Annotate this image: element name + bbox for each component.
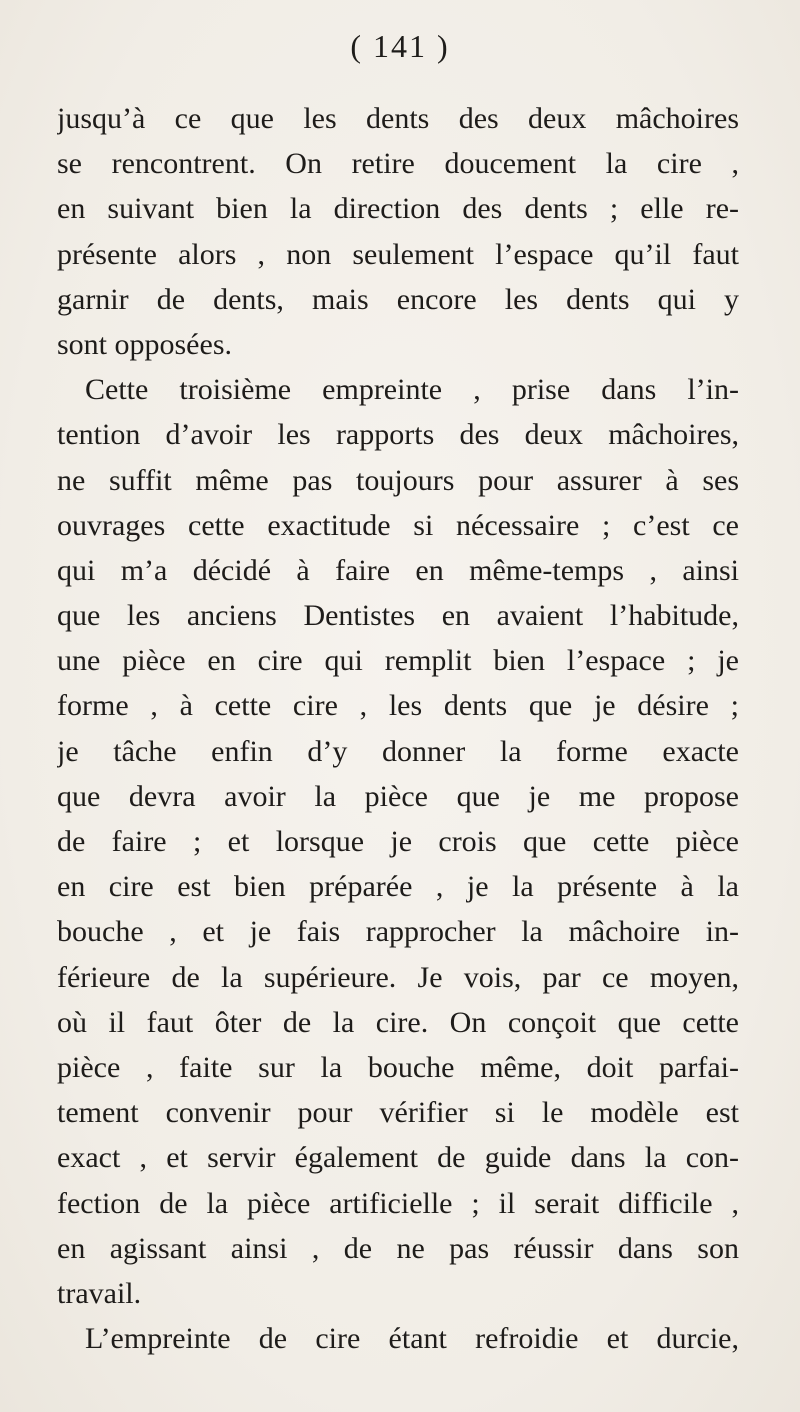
body-text [57,96,739,1361]
text-line: férieure de la supérieure. Je vois, par ce moyen, [57,960,739,994]
text-line: que les anciens Dentistes en avaient l’habitude, [57,599,739,633]
text-line: que devra avoir la pièce que je me propose [57,779,739,813]
text-line: se rencontrent. On retire doucement la cire , [57,147,739,181]
text-line: de faire ; et lorsque je crois que cette pièce [57,825,739,858]
text-line: forme , à cette cire , les dents que je désire ; [57,689,739,723]
text-line: en agissant ainsi , de ne pas réussir dans son [57,1231,739,1265]
text-line: présente alors , non seulement l’espace qu’il faut [57,237,739,271]
text-line: pièce , faite sur la bouche même, doit parfai- [57,1050,739,1084]
page-number: ( 141 ) [350,28,450,64]
text-line: exact , et servir également de guide dans la con- [57,1141,739,1175]
text-line: fection de la pièce artificielle ; il serait difficile , [57,1186,739,1220]
text-line: tention d’avoir les rapports des deux mâchoires, [57,418,739,452]
text-line: tement convenir pour vérifier si le modèle est [57,1096,739,1130]
text-line: une pièce en cire qui remplit bien l’espace ; je [57,644,739,678]
text-line: ouvrages cette exactitude si nécessaire ; c’est ce [57,508,739,542]
text-line: travail. [57,1276,142,1310]
text-line: Cette troisième empreinte , prise dans l’in- [85,373,739,407]
text-line: en suivant bien la direction des dents ; elle re- [57,192,739,226]
text-line: ne suffit même pas toujours pour assurer à ses [57,463,739,497]
text-line: bouche , et je fais rapprocher la mâchoire in- [57,915,739,949]
text-line: garnir de dents, mais encore les dents qui y [57,282,739,316]
text-line: je tâche enfin d’y donner la forme exacte [57,734,739,768]
text-line: où il faut ôter de la cire. On conçoit que cette [57,1005,739,1039]
text-line: qui m’a décidé à faire en même-temps , ainsi [57,553,739,587]
text-line: jusqu’à ce que les dents des deux mâchoires [57,102,739,135]
text-line: L’empreinte de cire étant refroidie et durcie, [85,1322,739,1356]
text-line: en cire est bien préparée , je la présente à la [57,870,739,904]
text-line: sont opposées. [57,327,232,361]
